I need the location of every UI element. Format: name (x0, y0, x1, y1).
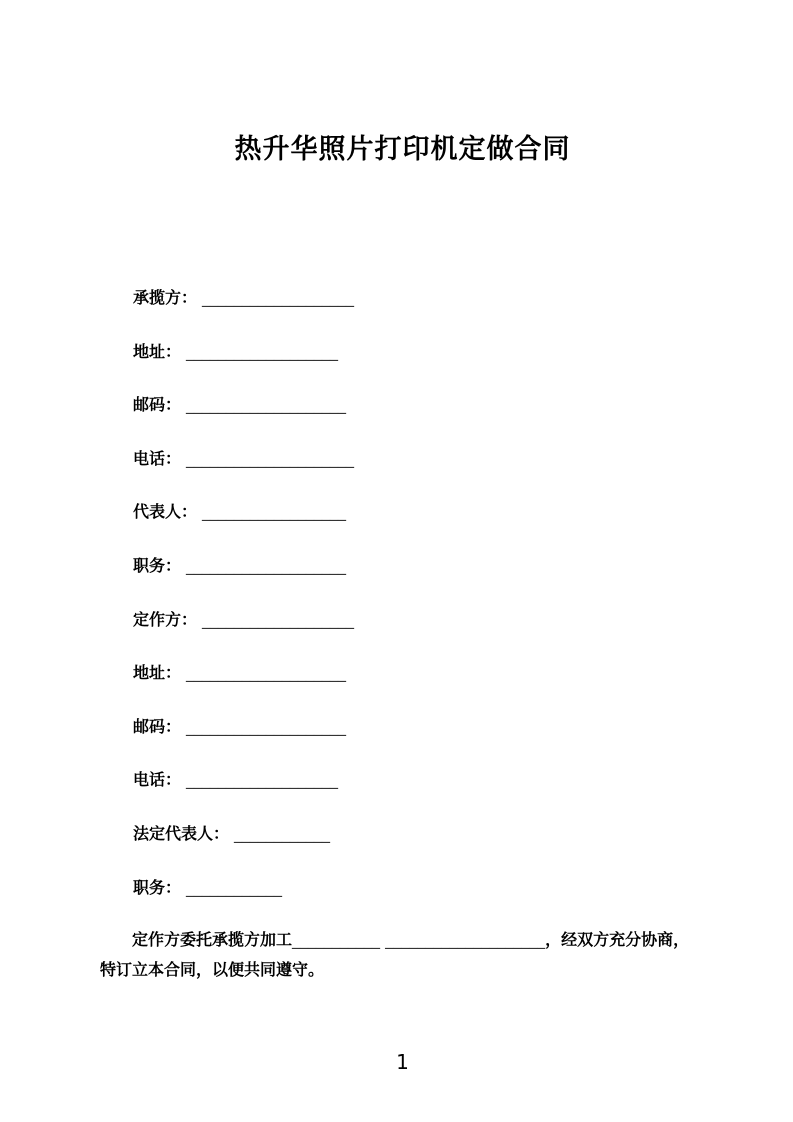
field-blank[interactable]: __________________ (202, 502, 347, 522)
field-row-contractor (133, 289, 354, 343)
field-row-position-1 (133, 557, 354, 611)
field-label: 电话： (133, 770, 182, 790)
document-title: 热升华照片打印机定做合同 (234, 134, 571, 165)
field-blank[interactable]: ____________________ (186, 395, 347, 415)
field-blank[interactable]: ____________ (186, 877, 283, 897)
field-blank[interactable]: ___________________ (202, 609, 355, 629)
field-label: 职务： (133, 555, 182, 575)
field-label: 邮码： (133, 395, 182, 415)
field-label: 代表人： (133, 502, 198, 522)
field-label: 法定代表人： (133, 823, 230, 843)
field-label: 电话： (133, 448, 182, 468)
field-blank[interactable]: _____________________ (186, 448, 355, 468)
field-row-phone-2 (133, 771, 354, 825)
paragraph-blank[interactable]: ___________ ____________________ (292, 930, 546, 949)
intro-paragraph-line-1 (100, 925, 725, 955)
field-row-legal-representative (133, 825, 354, 879)
field-row-address-2 (133, 664, 354, 718)
paragraph-lead-text: 定作方委托承揽方加工 (132, 930, 293, 949)
field-blank[interactable]: ____________ (234, 823, 331, 843)
field-blank[interactable]: ___________________ (186, 770, 339, 790)
paragraph-tail-text: ，经双方充分协商， (545, 930, 690, 949)
field-blank[interactable]: ___________________ (202, 288, 355, 307)
intro-paragraph (100, 925, 725, 985)
field-row-postcode-2 (133, 718, 354, 772)
field-label: 地址： (133, 663, 182, 683)
party-fields (133, 289, 354, 932)
field-row-phone-1 (133, 450, 354, 504)
field-row-representative (133, 503, 354, 557)
field-label: 职务： (133, 877, 182, 897)
field-blank[interactable]: ____________________ (186, 555, 347, 575)
field-blank[interactable]: ___________________ (186, 341, 339, 361)
page-number: 1 (396, 1050, 409, 1074)
field-row-ordering-party (133, 611, 354, 665)
field-row-address-1 (133, 343, 354, 397)
field-label: 定作方： (133, 609, 198, 629)
field-blank[interactable]: ____________________ (186, 716, 347, 736)
field-blank[interactable]: ____________________ (186, 663, 347, 683)
field-label: 承揽方： (133, 288, 198, 307)
field-label: 地址： (133, 341, 182, 361)
field-label: 邮码： (133, 716, 182, 736)
field-row-postcode-1 (133, 396, 354, 450)
intro-paragraph-line-2: 特订立本合同，以便共同遵守。 (100, 960, 325, 979)
